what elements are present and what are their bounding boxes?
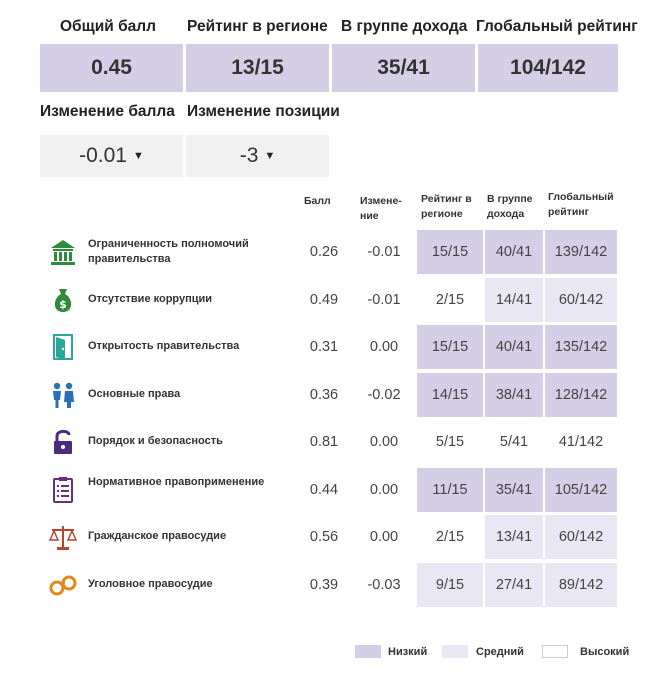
factor-label: Основные права (88, 388, 181, 400)
factor-score: 0.81 (309, 434, 339, 450)
income-group-label: В группе дохода (341, 18, 468, 35)
column-header-global: Глобальный рейтинг (548, 191, 614, 218)
factor-change: 0.00 (369, 434, 399, 450)
rank-change-label: Изменение позиции (187, 103, 340, 120)
factor-label: Нормативное правоприменение (88, 476, 265, 488)
factor-regional-rank: 15/15 (417, 325, 483, 369)
factor-regional-rank: 2/15 (417, 515, 483, 559)
column-header-regional: Рейтинг в регионе (421, 193, 472, 220)
column-header-change: Измене- ние (360, 195, 402, 222)
legend-label-high: Высокий (580, 646, 630, 658)
factor-regional-rank: 11/15 (417, 468, 483, 512)
factor-global-rank: 135/142 (545, 325, 617, 369)
government-building-icon (48, 237, 78, 267)
legend-label-low: Низкий (388, 646, 428, 658)
regional-rank-label: Рейтинг в регионе (187, 18, 328, 35)
money-bag-icon (48, 285, 78, 315)
income-group-value: 35/41 (332, 44, 475, 92)
factor-income-rank: 38/41 (485, 373, 543, 417)
legend-swatch-high (542, 645, 568, 658)
factor-regional-rank: 5/15 (417, 420, 483, 464)
handcuffs-icon (48, 570, 78, 600)
open-door-icon (48, 332, 78, 362)
score-change-box (40, 135, 183, 177)
factor-global-rank: 41/142 (545, 420, 617, 464)
factor-global-rank: 139/142 (545, 230, 617, 274)
factor-change: 0.00 (369, 529, 399, 545)
rank-change-value: -3 (239, 144, 259, 167)
factor-label: Отсутствие коррупции (88, 293, 213, 305)
factor-global-rank: 89/142 (545, 563, 617, 607)
global-rank-value: 104/142 (478, 44, 618, 92)
factor-score: 0.44 (309, 482, 339, 498)
score-change-value: -0.01 (79, 144, 127, 167)
column-header-income: В группе дохода (487, 193, 533, 220)
factor-income-rank: 27/41 (485, 563, 543, 607)
factor-change: 0.00 (369, 339, 399, 355)
legend-label-mid: Средний (476, 646, 524, 658)
down-arrow-icon: ▼ (264, 150, 276, 162)
factor-regional-rank: 14/15 (417, 373, 483, 417)
factor-global-rank: 60/142 (545, 278, 617, 322)
factor-score: 0.39 (309, 577, 339, 593)
factor-change: -0.03 (367, 577, 401, 593)
factor-label: Гражданское правосудие (88, 530, 227, 542)
factor-score: 0.26 (309, 244, 339, 260)
factor-change: -0.02 (367, 387, 401, 403)
global-rank-label: Глобальный рейтинг (476, 18, 638, 35)
factor-score: 0.31 (309, 339, 339, 355)
factor-label: Открытость правительства (88, 340, 240, 352)
svg-text:$: $ (59, 298, 67, 311)
factor-score: 0.36 (309, 387, 339, 403)
factor-income-rank: 40/41 (485, 230, 543, 274)
factor-regional-rank: 2/15 (417, 278, 483, 322)
factor-label: Уголовное правосудие (88, 578, 213, 590)
people-icon (48, 380, 78, 410)
factor-income-rank: 35/41 (485, 468, 543, 512)
legend-swatch-low (355, 645, 381, 658)
rank-change-box (186, 135, 329, 177)
column-header-score: Балл (304, 195, 331, 207)
scales-icon (48, 522, 78, 552)
factor-global-rank: 60/142 (545, 515, 617, 559)
regional-rank-value: 13/15 (186, 44, 329, 92)
factor-change: -0.01 (367, 244, 401, 260)
factor-score: 0.56 (309, 529, 339, 545)
padlock-icon (48, 427, 78, 457)
factor-score: 0.49 (309, 292, 339, 308)
overall-score-value: 0.45 (40, 44, 183, 92)
factor-global-rank: 128/142 (545, 373, 617, 417)
factor-income-rank: 14/41 (485, 278, 543, 322)
score-change-label: Изменение балла (40, 103, 175, 120)
factor-global-rank: 105/142 (545, 468, 617, 512)
down-arrow-icon: ▼ (132, 150, 144, 162)
factor-income-rank: 5/41 (485, 420, 543, 464)
factor-income-rank: 40/41 (485, 325, 543, 369)
overall-score-label: Общий балл (60, 18, 156, 35)
legend-swatch-mid (442, 645, 468, 658)
document-list-icon (48, 475, 78, 505)
factor-label: Ограниченность полномочий правительства (88, 238, 249, 265)
factor-change: 0.00 (369, 482, 399, 498)
factor-regional-rank: 9/15 (417, 563, 483, 607)
factor-change: -0.01 (367, 292, 401, 308)
factor-income-rank: 13/41 (485, 515, 543, 559)
factor-regional-rank: 15/15 (417, 230, 483, 274)
factor-label: Порядок и безопасность (88, 435, 223, 447)
